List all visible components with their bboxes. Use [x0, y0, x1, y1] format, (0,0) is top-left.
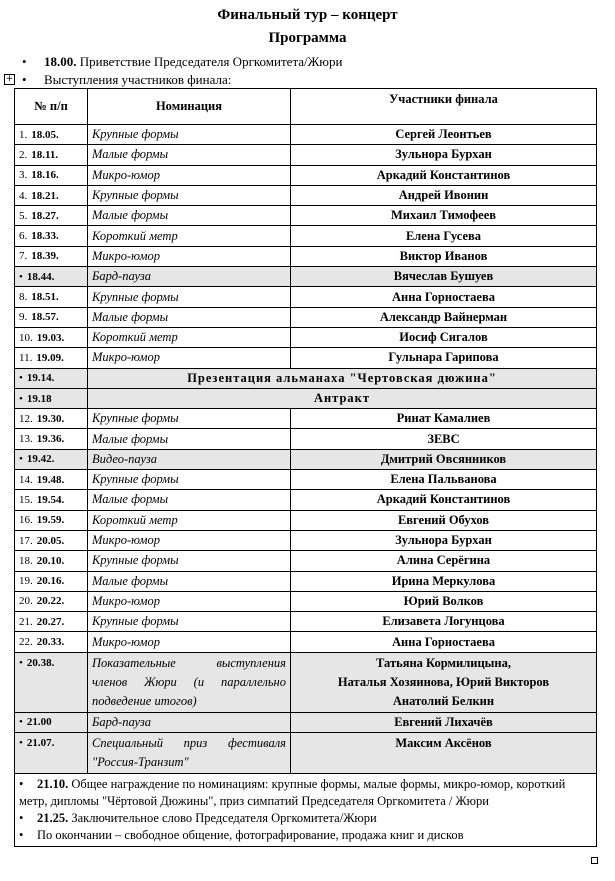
row-time: 20.27. [36, 615, 65, 628]
row-time: 19.54. [36, 493, 65, 506]
row-nomination: Бард-пауза [88, 267, 291, 287]
table-row [15, 145, 597, 165]
row-participant: Ирина Меркулова [291, 571, 597, 591]
table-row [15, 551, 597, 571]
row-time: 18.16. [31, 169, 59, 182]
row-time: 18.51. [31, 291, 59, 304]
table-row [15, 165, 597, 185]
row-time: 19.59. [36, 514, 65, 527]
row-participant: Максим Аксёнов [291, 733, 597, 774]
row-nomination: Микро-юмор [88, 530, 291, 550]
intro-performances [22, 71, 231, 88]
row-nomination: Показательные выступления членов Жюри (и параллельно подведение итогов) [88, 652, 291, 712]
table-row [15, 470, 597, 490]
row-participant: Анна Горностаева [291, 287, 597, 307]
row-time: 19.48. [36, 473, 65, 486]
row-participant: Алина Серёгина [291, 551, 597, 571]
row-number-time [15, 712, 88, 732]
table-row [15, 287, 597, 307]
row-number-time [15, 612, 88, 632]
intro-text: Приветствие Председателя Оргкомитета/Жюри [76, 54, 343, 69]
table-row [15, 712, 597, 732]
footer-line [19, 810, 592, 827]
table-move-handle-icon[interactable]: + [5, 74, 14, 84]
row-nomination: Крупные формы [88, 287, 291, 307]
table-resize-handle[interactable] [591, 857, 598, 864]
row-number-time [15, 327, 88, 347]
row-number: 9. [19, 311, 28, 324]
row-participant: Зульнора Бурхан [291, 145, 597, 165]
row-number-time [15, 449, 88, 469]
row-time: 18.57. [31, 311, 59, 324]
table-row [15, 368, 597, 388]
row-number-time [15, 409, 88, 429]
intro-time: 18.00. [44, 54, 77, 69]
row-number: • [19, 372, 23, 385]
row-nomination: Малые формы [88, 307, 291, 327]
row-number: • [19, 453, 23, 466]
row-number-time [15, 591, 88, 611]
row-participant: Татьяна Кормилицына, Наталья Хозяинова, Юрий Викторов Анатолий Белкин [291, 652, 597, 712]
program-table [14, 88, 597, 847]
footer-line [19, 776, 592, 810]
bullet-icon: • [22, 54, 27, 69]
row-time: 18.11. [31, 148, 59, 161]
row-nomination: Крупные формы [88, 470, 291, 490]
row-time: 19.36. [36, 433, 65, 446]
row-number-time [15, 733, 88, 774]
row-number: 7. [19, 250, 28, 263]
header-nomination: Номинация [88, 89, 291, 125]
row-number: 10. [19, 331, 33, 344]
row-number: 4. [19, 189, 28, 202]
row-time: 20.16. [36, 575, 65, 588]
footer-row [15, 774, 597, 847]
row-number: 16. [19, 514, 33, 527]
table-row [15, 510, 597, 530]
row-participant: Дмитрий Овсянников [291, 449, 597, 469]
row-time: 21.00 [26, 716, 52, 729]
table-row [15, 530, 597, 550]
row-time: 19.14. [26, 372, 55, 385]
row-nomination: Короткий метр [88, 226, 291, 246]
row-number: 13. [19, 433, 33, 446]
row-number-time [15, 388, 88, 408]
row-nomination: Специальный приз фестиваля "Россия-Транзит" [88, 733, 291, 774]
row-participant: Елена Гусева [291, 226, 597, 246]
row-participant: Аркадий Константинов [291, 490, 597, 510]
row-number-time [15, 470, 88, 490]
row-number: 19. [19, 575, 33, 588]
row-time: 20.22. [36, 595, 65, 608]
row-event: Презентация альманаха "Чертовская дюжина" [88, 368, 597, 388]
row-nomination: Крупные формы [88, 185, 291, 205]
row-participant: Виктор Иванов [291, 246, 597, 266]
table-row [15, 267, 597, 287]
row-number: • [19, 392, 23, 405]
row-time: 20.33. [36, 636, 65, 649]
table-row [15, 612, 597, 632]
table-row [15, 246, 597, 266]
row-number: • [19, 270, 23, 283]
row-time: 20.05. [36, 534, 65, 547]
bullet-icon: • [22, 72, 27, 87]
bullet-icon: • [19, 811, 24, 826]
row-number: 6. [19, 230, 28, 243]
page-title: Финальный тур – концерт [217, 7, 398, 23]
bullet-icon: • [19, 777, 24, 792]
table-row [15, 632, 597, 652]
footer-time: 21.10. [37, 777, 69, 792]
table-row [15, 429, 597, 449]
row-number: 12. [19, 412, 33, 425]
table-row [15, 206, 597, 226]
row-time: 20.38. [26, 656, 55, 669]
row-participant: Сергей Леонтьев [291, 125, 597, 145]
row-number-time [15, 145, 88, 165]
row-time: 18.39. [31, 250, 59, 263]
footer-line [19, 827, 592, 844]
table-row [15, 571, 597, 591]
row-number-time [15, 267, 88, 287]
table-row [15, 307, 597, 327]
table-row [15, 327, 597, 347]
table-row [15, 348, 597, 368]
row-nomination: Короткий метр [88, 510, 291, 530]
row-time: 18.44. [26, 270, 55, 283]
row-time: 19.09. [36, 351, 64, 364]
footer-time: 21.25. [37, 811, 69, 826]
intro-text: Выступления участников финала: [44, 72, 232, 87]
row-number: 22. [19, 636, 33, 649]
row-event: Антракт [88, 388, 597, 408]
row-number: • [19, 737, 23, 750]
row-number: 5. [19, 209, 28, 222]
footer-text: По окончании – свободное общение, фотографирование, продажа книг и дисков [37, 828, 464, 843]
row-number-time [15, 125, 88, 145]
row-number: • [19, 656, 23, 669]
table-row [15, 226, 597, 246]
row-participant: Анна Горностаева [291, 632, 597, 652]
row-number-time [15, 652, 88, 712]
page-subtitle: Программа [268, 30, 347, 46]
row-nomination: Малые формы [88, 490, 291, 510]
row-time: 18.33. [31, 230, 59, 243]
header-participants: Участники финала [291, 89, 597, 125]
row-participant: Евгений Обухов [291, 510, 597, 530]
row-number-time [15, 307, 88, 327]
row-participant: Елизавета Логунцова [291, 612, 597, 632]
row-nomination: Микро-юмор [88, 348, 291, 368]
row-nomination: Короткий метр [88, 327, 291, 347]
row-participant: Аркадий Константинов [291, 165, 597, 185]
row-nomination: Микро-юмор [88, 246, 291, 266]
row-number: 3. [19, 169, 28, 182]
row-number-time [15, 551, 88, 571]
row-time: 18.27. [31, 209, 59, 222]
row-participant: Ринат Камалиев [291, 409, 597, 429]
row-number: 8. [19, 291, 28, 304]
row-participant: Вячеслав Бушуев [291, 267, 597, 287]
row-time: 18.05. [31, 128, 59, 141]
row-participant: Александр Вайнерман [291, 307, 597, 327]
row-nomination: Малые формы [88, 429, 291, 449]
row-number-time [15, 530, 88, 550]
row-nomination: Микро-юмор [88, 165, 291, 185]
header-number: № п/п [15, 89, 88, 125]
row-number: 18. [19, 554, 33, 567]
row-nomination: Крупные формы [88, 612, 291, 632]
row-number: 1. [19, 128, 28, 141]
row-number: 20. [19, 595, 33, 608]
row-participant: Зульнора Бурхан [291, 530, 597, 550]
row-number-time [15, 368, 88, 388]
row-time: 19.30. [36, 412, 65, 425]
row-participant: Елена Пальванова [291, 470, 597, 490]
row-time: 20.10. [36, 554, 65, 567]
row-participant: Юрий Волков [291, 591, 597, 611]
row-number-time [15, 226, 88, 246]
row-number: 11. [19, 351, 33, 364]
row-number-time [15, 287, 88, 307]
row-number-time [15, 571, 88, 591]
footer-text: Общее награждение по номинациям: крупные формы, малые формы, микро-юмор, короткий метр, дипломы "Чёртовой Дюжины", приз симпатий Председателя Оргкомитета / Жюри [19, 777, 566, 809]
footer-notes [15, 774, 597, 847]
row-time: 21.07. [26, 737, 55, 750]
table-header-row [15, 89, 597, 125]
row-number: 2. [19, 148, 28, 161]
row-participant: Иосиф Сигалов [291, 327, 597, 347]
row-number-time [15, 510, 88, 530]
table-row [15, 449, 597, 469]
row-number: 14. [19, 473, 33, 486]
row-nomination: Микро-юмор [88, 632, 291, 652]
table-row [15, 409, 597, 429]
row-nomination: Бард-пауза [88, 712, 291, 732]
row-participant: Михаил Тимофеев [291, 206, 597, 226]
row-number-time [15, 632, 88, 652]
row-number: 21. [19, 615, 33, 628]
intro-greeting [22, 53, 342, 70]
table-row [15, 591, 597, 611]
row-number-time [15, 185, 88, 205]
row-number-time [15, 165, 88, 185]
row-nomination: Малые формы [88, 571, 291, 591]
row-number-time [15, 246, 88, 266]
row-nomination: Крупные формы [88, 409, 291, 429]
row-time: 19.18 [26, 392, 52, 405]
row-nomination: Видео-пауза [88, 449, 291, 469]
row-number-time [15, 490, 88, 510]
row-number-time [15, 429, 88, 449]
row-time: 18.21. [31, 189, 59, 202]
row-number: 17. [19, 534, 33, 547]
row-number: 15. [19, 493, 33, 506]
footer-text: Заключительное слово Председателя Оргкомитета/Жюри [68, 811, 377, 826]
row-nomination: Крупные формы [88, 125, 291, 145]
row-participant: Евгений Лихачёв [291, 712, 597, 732]
row-nomination: Микро-юмор [88, 591, 291, 611]
row-nomination: Малые формы [88, 206, 291, 226]
row-number: • [19, 716, 23, 729]
row-participant: Андрей Ивонин [291, 185, 597, 205]
table-row [15, 185, 597, 205]
table-row [15, 490, 597, 510]
row-number-time [15, 348, 88, 368]
row-number-time [15, 206, 88, 226]
table-row [15, 733, 597, 774]
table-row [15, 388, 597, 408]
row-nomination: Крупные формы [88, 551, 291, 571]
row-participant: Гульнара Гарипова [291, 348, 597, 368]
row-time: 19.42. [26, 453, 55, 466]
row-time: 19.03. [36, 331, 65, 344]
row-nomination: Малые формы [88, 145, 291, 165]
bullet-icon: • [19, 828, 24, 843]
table-row [15, 125, 597, 145]
row-participant: ЗЕВС [291, 429, 597, 449]
table-row [15, 652, 597, 712]
